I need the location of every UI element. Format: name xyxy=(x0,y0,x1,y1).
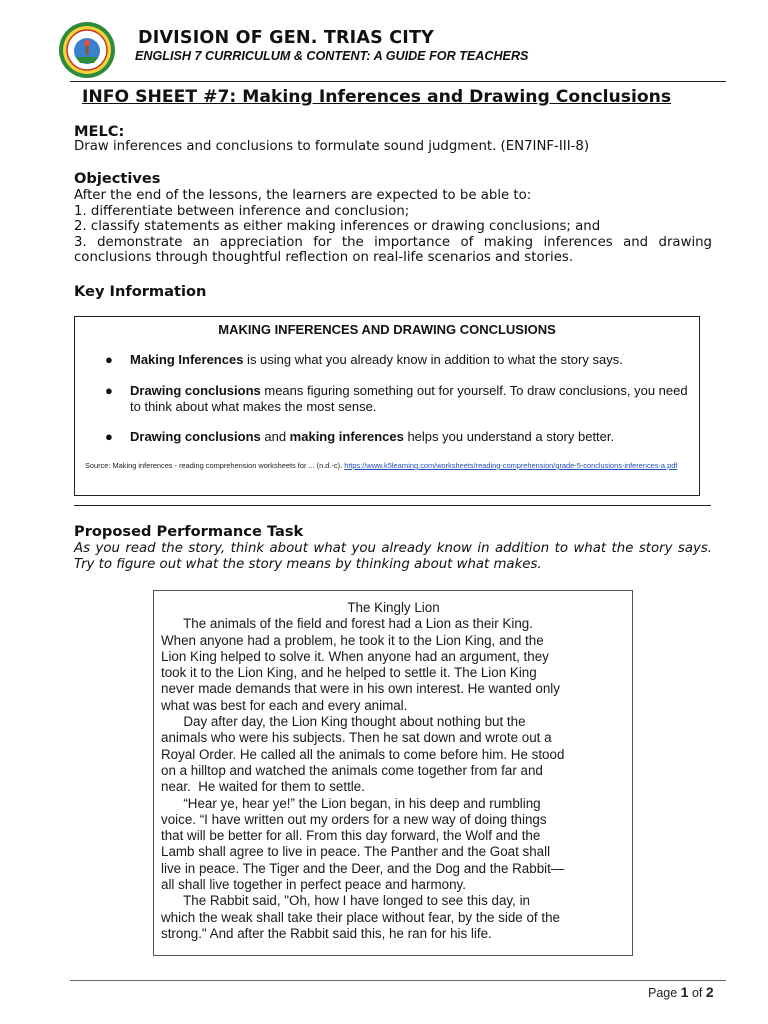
objective-line: conclusions through thoughtful reflection on real-life scenarios and stories. xyxy=(74,250,574,266)
melc-text: Draw inferences and conclusions to formulate sound judgment. (EN7INF-III-8) xyxy=(74,139,590,154)
header-divider xyxy=(70,81,726,82)
story-line: The animals of the field and forest had a Lion as their King. xyxy=(161,616,533,632)
story-line: took it to the Lion King, and he helped to settle it. The Lion King xyxy=(161,665,537,681)
key-information-box: MAKING INFERENCES AND DRAWING CONCLUSIONS ● Making Inferences is using what you already know in addition to what the story says. ● Drawing conclusions means figuring something out for yourself. To draw conclusions, you need to think about what makes the most sense. ● Drawing conclusions and making inferences helps you understand a story better. Source: Making inferences - reading comprehension worksheets for ... (n.d.-c). https://www.k5learning.com/worksheets/reading-comprehension/grade-5-conclusions-inferences-a.pdf xyxy=(74,316,700,496)
story-line: animals who were his subjects. Then he sat down and wrote out a xyxy=(161,730,552,746)
performance-task-heading: Proposed Performance Task xyxy=(74,523,304,540)
objective-line: 2. classify statements as either making inferences or drawing conclusions; and xyxy=(74,219,601,235)
story-line: live in peace. The Tiger and the Deer, and the Dog and the Rabbit— xyxy=(161,860,565,876)
story-line: “Hear ye, hear ye!” the Lion began, in his deep and rumbling xyxy=(161,795,541,811)
division-name: DIVISION OF GEN. TRIAS CITY xyxy=(138,28,434,48)
melc-heading: MELC: xyxy=(74,123,125,140)
story-box xyxy=(153,590,633,956)
story-line: Lion King helped to solve it. When anyone had an argument, they xyxy=(161,648,549,664)
objective-line: After the end of the lessons, the learners are expected to be able to: xyxy=(74,188,532,203)
page-number: Page 1 of 2 xyxy=(648,984,714,1000)
story-line: which the weak shall take their place without fear, by the side of the xyxy=(161,909,560,925)
story-line: near. He waited for them to settle. xyxy=(161,779,365,795)
story-text xyxy=(161,616,626,942)
performance-task-text: As you read the story, think about what you already know in addition to what the story says. Try to figure out what the story means by thinking about what makes. xyxy=(74,541,712,572)
bullet-icon: ● xyxy=(105,383,113,398)
story-line: When anyone had a problem, he took it to the Lion King, and the xyxy=(161,632,544,648)
story-title: The Kingly Lion xyxy=(347,600,440,615)
objective-line: 1. differentiate between inference and conclusion; xyxy=(74,203,410,219)
story-line: Lamb shall agree to live in peace. The Panther and the Goat shall xyxy=(161,844,551,860)
source-link[interactable]: https://www.k5learning.com/worksheets/reading-comprehension/grade-5-conclusions-inferences-a.pdf xyxy=(344,461,678,470)
objectives-heading: Objectives xyxy=(74,170,161,187)
story-line: on a hilltop and watched the animals come together from far and xyxy=(161,762,543,778)
bullet-icon: ● xyxy=(105,352,113,367)
division-seal-icon xyxy=(58,21,116,79)
story-line: Royal Order. He called all the animals to come before him. He stood xyxy=(161,746,565,762)
source-citation: Source: Making inferences - reading comprehension worksheets for ... (n.d.-c). https://www.k5learning.com/worksheets/reading-comprehension/grade-5-conclusions-inferences-a.pdf xyxy=(85,461,678,470)
story-line: Day after day, the Lion King thought about nothing but the xyxy=(161,714,526,730)
objective-line: 3. demonstrate an appreciation for the importance of making inferences and drawing xyxy=(74,234,712,250)
story-line: strong." And after the Rabbit said this, he ran for his life. xyxy=(161,925,492,941)
story-line: that will be better for all. From this day forward, the Wolf and the xyxy=(161,828,541,844)
story-line: what was best for each and every animal. xyxy=(161,697,408,713)
story-line: all shall live together in perfect peace and harmony. xyxy=(161,877,466,893)
document-subtitle: ENGLISH 7 CURRICULUM & CONTENT: A GUIDE FOR TEACHERS xyxy=(135,49,529,63)
story-line: never made demands that were in his own interest. He wanted only xyxy=(161,681,560,697)
box-title: MAKING INFERENCES AND DRAWING CONCLUSIONS xyxy=(218,322,556,337)
story-line: The Rabbit said, "Oh, how I have longed to see this day, in xyxy=(161,893,530,909)
footer-divider xyxy=(70,980,726,981)
bullet-icon: ● xyxy=(105,429,113,444)
story-line: voice. “I have written out my orders for a new way of doing things xyxy=(161,811,547,827)
section-divider xyxy=(74,505,711,506)
page-title: INFO SHEET #7: Making Inferences and Drawing Conclusions xyxy=(82,87,672,107)
key-information-heading: Key Information xyxy=(74,283,207,300)
objectives-list xyxy=(74,188,712,266)
